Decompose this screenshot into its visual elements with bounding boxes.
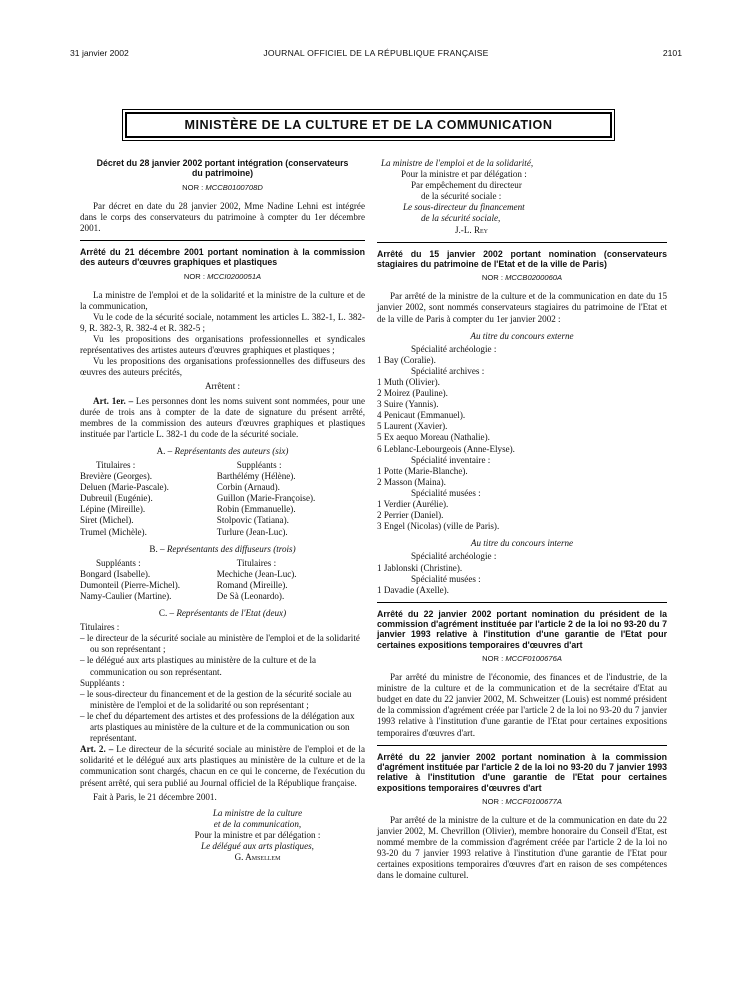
list-item: 1 Bay (Coralie).: [377, 354, 436, 365]
list-item: 2 Moirez (Pauline).: [377, 388, 448, 399]
divider: [377, 242, 667, 243]
list-item: 5 Ex aequo Moreau (Nathalie).: [377, 432, 490, 443]
section-c-heading: C. – Représentants de l'Etat (deux): [158, 608, 287, 619]
list-item: Barthélémy (Hélène).: [216, 471, 296, 482]
arrete-4-body: Par arrêté de la ministre de la culture et de la communication en date du 22 janvier 2002, M. Chevrillon (Olivier), membre honoraire du Conseil d'Etat, est nommé membre de la commission d'agrément créée par l'article 2 de la loi no 93-20 du 7 janvier 1993 relative à l'institution d'une garantie de l'Etat pour certaines expositions temporaires d'œuvres d'art en raison de ses compétences dans le domaine culturel.: [377, 814, 667, 881]
section-b-col2: Titulaires : Mechiche (Jean-Luc). Romand (Mireille). De Sà (Leonardo).: [217, 558, 365, 602]
list-item: Trumel (Michèle).: [80, 526, 147, 537]
arrete-1-nor: NOR : MCCI0200051A: [183, 271, 262, 281]
list-item: Bongard (Isabelle).: [80, 568, 151, 579]
paragraph: Vu les propositions des organisations professionnelles des diffuseurs des œuvres des auteurs précités,: [80, 356, 365, 378]
arretent-label: Arrêtent :: [204, 381, 241, 392]
left-column: [80, 158, 365, 863]
list-item: Dubreuil (Eugénie).: [80, 493, 153, 504]
arrete-4-nor: NOR : MCCF0100677A: [482, 796, 562, 806]
list-item: 2 Perrier (Daniel).: [377, 510, 444, 521]
divider: [80, 240, 365, 241]
list-item: 1 Jablonski (Christine).: [377, 562, 463, 573]
decree-nor: NOR : MCCB0100708D: [182, 182, 263, 192]
list-item: 6 Leblanc-Lebourgeois (Anne-Elyse).: [377, 443, 515, 454]
arrete-3-title: Arrêté du 22 janvier 2002 portant nomination du président de la commission d'agrément instituée par l'article 2 de la loi no 93-20 du 7 janvier 1993 relative à l'institution d'une garantie de l'Etat pour certaines expositions temporaires d'œuvres d'art: [377, 608, 667, 650]
list-item: Robin (Emmanuelle).: [216, 504, 296, 515]
list-item: 1 Davadie (Axelle).: [377, 584, 449, 595]
list-item: 4 Penicaut (Emmanuel).: [377, 410, 466, 421]
list-item: Lépine (Mireille).: [80, 504, 146, 515]
decree-title: Décret du 28 janvier 2002 portant intégration (conservateurs du patrimoine): [96, 158, 349, 179]
arrete-2-body: Par arrêté de la ministre de la culture et de la communication en date du 15 janvier 2002, sont nommés conservateurs stagiaires du patrimoine de l'Etat et de la ville de Paris à compter du 1er janvier 2002 :: [377, 291, 667, 324]
section-b-lists: [80, 558, 365, 602]
list-item: Siret (Michel).: [80, 515, 134, 526]
section-b-col1: Suppléants : Bongard (Isabelle). Dumonteil (Pierre-Michel). Namy-Caulier (Martine).: [80, 558, 217, 602]
list-item: 1 Muth (Olivier).: [377, 377, 440, 387]
list-item: 5 Laurent (Xavier).: [377, 421, 448, 432]
section-a-lists: [80, 460, 365, 538]
list-item: – le sous-directeur du financement et de la gestion de la sécurité sociale au ministère de l'emploi et de la solidarité ou son représentant ;: [80, 688, 352, 710]
paragraph: La ministre de l'emploi et de la solidarité et la ministre de la culture et de la communication,: [80, 289, 365, 311]
list-item: 1 Potte (Marie-Blanche).: [377, 465, 468, 476]
right-column: La ministre de l'emploi et de la solidarité, Pour la ministre et par délégation : Par empêchement du directeur de la sécurité sociale : Le sous-directeur du financement de la sécurité sociale, J.-L. Rey Arrêté du 15 janvier 2002 portant nomination (conservateurs stagiaires du patrimoine de l'Etat et de la ville de Paris) NOR : MCCB0200060A Par arrêté de la ministre de la culture et de la communication en date du 15 janvier 2002, sont nommés conservateurs stagiaires du patrimoine de l'Etat et de la ville de Paris à compter du 1er janvier 2002 : Au titre du concours externe Spécialité archéologie : 1 Bay (Coralie). Spécialité archives : 1 Muth (Olivier). 2 Moirez (Pauline). 3 Suire (Yannis). 4 Penicaut (Emmanuel). 5 Laurent (Xavier). 5 Ex aequo Moreau (Nathalie). 6 Leblanc-Lebourgeois (Anne-Elyse). Spécialité inventaire : 1 Potte (Marie-Blanche). 2 Masson (Maina). Spécialité musées : 1 Verdier (Aurélie). 2 Perrier (Daniel). 3 Engel (Nicolas) (ville de Paris). Au titre du concours interne Spécialité archéologie : 1 Jablonski (Christine). Spécialité musées : 1 Davadie (Axelle). Arrêté du 22 janvier 2002 portant nomination du président de la commission d'agrément instituée par l'article 2 de la loi no 93-20 du 7 janvier 1993 relative à l'institution d'une garantie de l'Etat pour certaines expositions temporaires d'œuvres d'art NOR : MCCF0100676A Par arrêté du ministre de l'économie, des finances et de l'industrie, de la ministre de la culture et de la communication et de la secrétaire d'Etat au budget en date du 22 janvier 2002, M. Schweitzer (Louis) est nommé président de la commission d'agrément créée par l'article 2 de la loi no 93-20 du 7 janvier 1993 relative à l'institution d'une garantie de l'Etat pour certaines expositions temporaires d'œuvres d'art. Arrêté du 22 janvier 2002 portant nomination à la commission d'agrément instituée par l'article 2 de la loi no 93-20 du 7 janvier 1993 relative à l'institution d'une garantie de l'Etat pour certaines expositions temporaires d'œuvres d'art NOR : MCCF0100677A Par arrêté de la ministre de la culture et de la communication en date du 22 janvier 2002, M. Chevrillon (Olivier), membre honoraire du Conseil d'Etat, est nommé membre de la commission d'agrément créée par l'article 2 de la loi no 93-20 du 7 janvier 1993 relative à l'institution d'une garantie de l'Etat pour certaines expositions temporaires d'œuvres d'art en raison de ses compétences dans le domaine culturel.: [377, 158, 667, 881]
list-item: Stolpovic (Tatiana).: [216, 515, 289, 526]
list-item: 2 Masson (Maina).: [377, 476, 446, 487]
arrete-1-title: Arrêté du 21 décembre 2001 portant nomination à la commission des auteurs d'œuvres graphiques et plastiques: [80, 246, 365, 268]
arrete-2-nor: NOR : MCCB0200060A: [481, 273, 563, 283]
divider: [377, 602, 667, 603]
list-item: Mechiche (Jean-Luc).: [216, 568, 297, 579]
concours-interne-heading: Au titre du concours interne: [470, 538, 574, 549]
arrete-3-nor-code: MCCF0100676A: [505, 653, 562, 663]
concours-externe-heading: Au titre du concours externe: [470, 330, 574, 341]
header-page-number: 2101: [662, 48, 682, 58]
list-item: – le directeur de la sécurité sociale au ministère de l'emploi et de la solidarité ou son représentant ;: [80, 633, 360, 655]
decree-body: Par décret en date du 28 janvier 2002, Mme Nadine Lehni est intégrée dans le corps des conservateurs du patrimoine à compter du 1er décembre 2001.: [80, 200, 365, 233]
list-item: 3 Suire (Yannis).: [377, 399, 439, 410]
list-item: Deluen (Marie-Pascale).: [80, 482, 169, 493]
section-c-tit-label: Titulaires :: [80, 622, 120, 633]
list-item: Romand (Mireille).: [216, 579, 288, 590]
article-2-label: Art. 2. –: [80, 744, 114, 755]
paragraph: Vu les propositions des organisations professionnelles et syndicales représentatives des artistes auteurs d'œuvres graphiques et plastiques ;: [80, 334, 365, 356]
fait-a-paris: Fait à Paris, le 21 décembre 2001.: [93, 791, 217, 802]
list-item: Dumonteil (Pierre-Michel).: [80, 579, 181, 590]
article-2: Art. 2. – Le directeur de la sécurité sociale au ministère de l'emploi et de la solidarité et le délégué aux arts plastiques au ministère de la culture et de la communication sont chargés, chacun en ce qui le concerne, de l'exécution du présent arrêté, qui sera publié au Journal officiel de la République française.: [80, 744, 365, 788]
section-a-heading: A. – Représentants des auteurs (six): [156, 445, 289, 456]
list-item: Brevière (Georges).: [80, 471, 153, 482]
arrete-4-nor-code: MCCF0100677A: [505, 796, 562, 806]
section-b-heading: B. – Représentants des diffuseurs (trois): [149, 543, 296, 554]
list-item: – le chef du département des artistes et des professions de la délégation aux arts plastiques au ministère de la culture et de la communication ou son représentant.: [80, 710, 355, 744]
arrete-2-title: Arrêté du 15 janvier 2002 portant nomination (conservateurs stagiaires du patrimoine de l'Etat et de la ville de Paris): [377, 248, 667, 269]
decree-nor-code: MCCB0100708D: [205, 182, 263, 192]
divider: [377, 745, 667, 746]
list-item: De Sà (Leonardo).: [216, 591, 285, 601]
arrete-2-nor-code: MCCB0200060A: [505, 273, 563, 283]
arrete-4-title: Arrêté du 22 janvier 2002 portant nomination à la commission d'agrément instituée par l'article 2 de la loi no 93-20 du 7 janvier 1993 relative à l'institution d'une garantie de l'Etat pour certaines expositions temporaires d'œuvres d'art: [377, 751, 667, 793]
section-a-col1: Titulaires : Brevière (Georges). Deluen (Marie-Pascale). Dubreuil (Eugénie). Lépine (Mireille). Siret (Michel). Trumel (Michèle).: [80, 460, 217, 538]
article-1-label: Art. 1er. –: [93, 395, 134, 406]
section-a-col2: Suppléants : Barthélémy (Hélène). Corbin (Arnaud). Guillon (Marie-Françoise). Robin (Emmanuelle). Stolpovic (Tatiana). Turlure (Jean-Luc).: [217, 460, 365, 538]
arrete-3-nor: NOR : MCCF0100676A: [482, 653, 562, 663]
page-header: [70, 48, 682, 62]
ministry-banner: MINISTÈRE DE LA CULTURE ET DE LA COMMUNICATION: [125, 112, 612, 138]
list-item: Namy-Caulier (Martine).: [80, 591, 172, 601]
list-item: – le délégué aux arts plastiques au ministère de la culture et de la communication ou son représentant.: [80, 655, 317, 677]
header-journal-title: JOURNAL OFFICIEL DE LA RÉPUBLIQUE FRANÇAISE: [263, 48, 489, 58]
list-item: 3 Engel (Nicolas) (ville de Paris).: [377, 521, 500, 532]
arrete-1-nor-code: MCCI0200051A: [207, 271, 262, 281]
signature-block: La ministre de la culture et de la communication, Pour la ministre et par délégation : Le délégué aux arts plastiques, G. Amsellem: [194, 807, 321, 863]
paragraph: Vu le code de la sécurité sociale, notamment les articles L. 382-1, L. 382-9, R. 382-3, R. 382-4 et R. 382-5 ;: [80, 311, 365, 333]
section-c-sup-label: Suppléants :: [80, 677, 125, 688]
list-item: Turlure (Jean-Luc).: [216, 526, 288, 537]
list-item: Corbin (Arnaud).: [216, 482, 280, 493]
list-item: Guillon (Marie-Françoise).: [216, 493, 316, 504]
article-1: Art. 1er. – Les personnes dont les noms suivent sont nommées, pour une durée de trois ans à compter de la date de signature du présent arrêté, membres de la commission des auteurs d'œuvres graphiques et plastiques instituée par l'article L. 382-1 du code de la sécurité sociale.: [80, 395, 365, 439]
signature-block-top: La ministre de l'emploi et de la solidarité, Pour la ministre et par délégation : Par empêchement du directeur de la sécurité sociale : Le sous-directeur du financement de la sécurité sociale, J.-L. Rey: [381, 158, 534, 235]
arrete-3-body: Par arrêté du ministre de l'économie, des finances et de l'industrie, de la ministre de la culture et de la communication et de la secrétaire d'Etat au budget en date du 22 janvier 2002, M. Schweitzer (Louis) est nommé président de la commission d'agrément créée par l'article 2 de la loi no 93-20 du 7 janvier 1993 relative à l'institution d'une garantie de l'Etat pour certaines expositions temporaires d'œuvres d'art.: [377, 672, 667, 738]
list-item: 1 Verdier (Aurélie).: [377, 499, 449, 510]
header-date: 31 janvier 2002: [70, 48, 129, 58]
